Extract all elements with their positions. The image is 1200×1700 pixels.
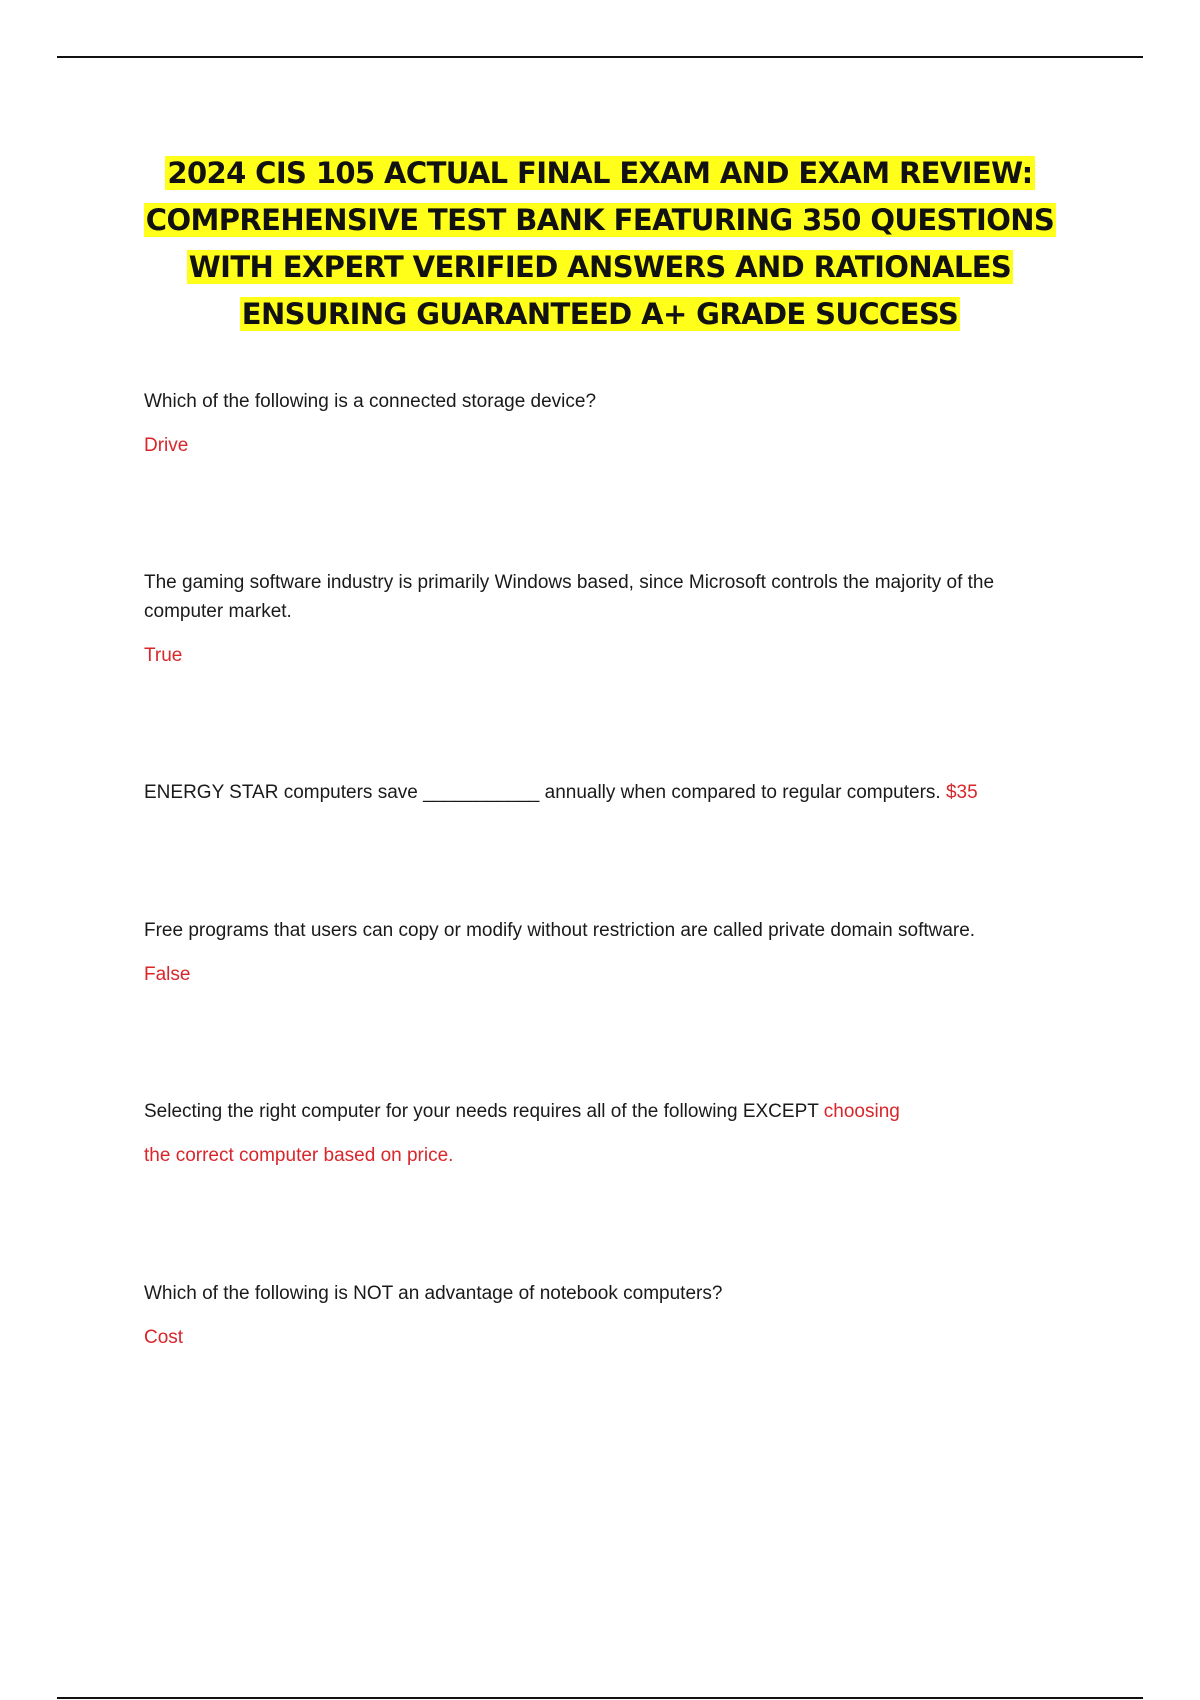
question-item-1: [144, 387, 1074, 460]
answer-text: $35: [945, 782, 978, 803]
answer-text: False: [144, 964, 191, 985]
answer-text: Drive: [144, 435, 189, 456]
question-text: Free programs that users can copy or modify without restriction are called private domain software.: [144, 920, 976, 941]
question-item-5: [144, 1097, 1074, 1170]
question-item-3: [144, 778, 1074, 807]
answer-text-part-1: choosing: [823, 1101, 900, 1122]
question-text: The gaming software industry is primarily Windows based, since Microsoft controls the majority of the computer market.: [144, 572, 995, 622]
question-text: Selecting the right computer for your needs requires all of the following EXCEPT: [144, 1101, 819, 1122]
title-line-1: 2024 CIS 105 ACTUAL FINAL EXAM AND EXAM REVIEW:: [167, 156, 1033, 190]
answer-text: True: [144, 645, 183, 666]
question-item-4: [144, 916, 1074, 989]
question-item-2: [144, 568, 1074, 670]
question-text: ENERGY STAR computers save ___________ annually when compared to regular computers.: [144, 782, 941, 803]
title-line-2: COMPREHENSIVE TEST BANK FEATURING 350 QUESTIONS: [145, 203, 1055, 237]
question-item-6: [144, 1279, 1074, 1352]
question-text: Which of the following is NOT an advantage of notebook computers?: [144, 1283, 723, 1304]
document-title: [80, 150, 1120, 338]
answer-text-part-2: the correct computer based on price.: [144, 1145, 454, 1166]
bottom-rule: [57, 1697, 1143, 1699]
answer-text: Cost: [144, 1327, 184, 1348]
top-rule: [57, 56, 1143, 58]
title-line-3: WITH EXPERT VERIFIED ANSWERS AND RATIONALES: [188, 250, 1012, 284]
title-line-4: ENSURING GUARANTEED A+ GRADE SUCCESS: [241, 297, 959, 331]
question-text: Which of the following is a connected storage device?: [144, 391, 597, 412]
